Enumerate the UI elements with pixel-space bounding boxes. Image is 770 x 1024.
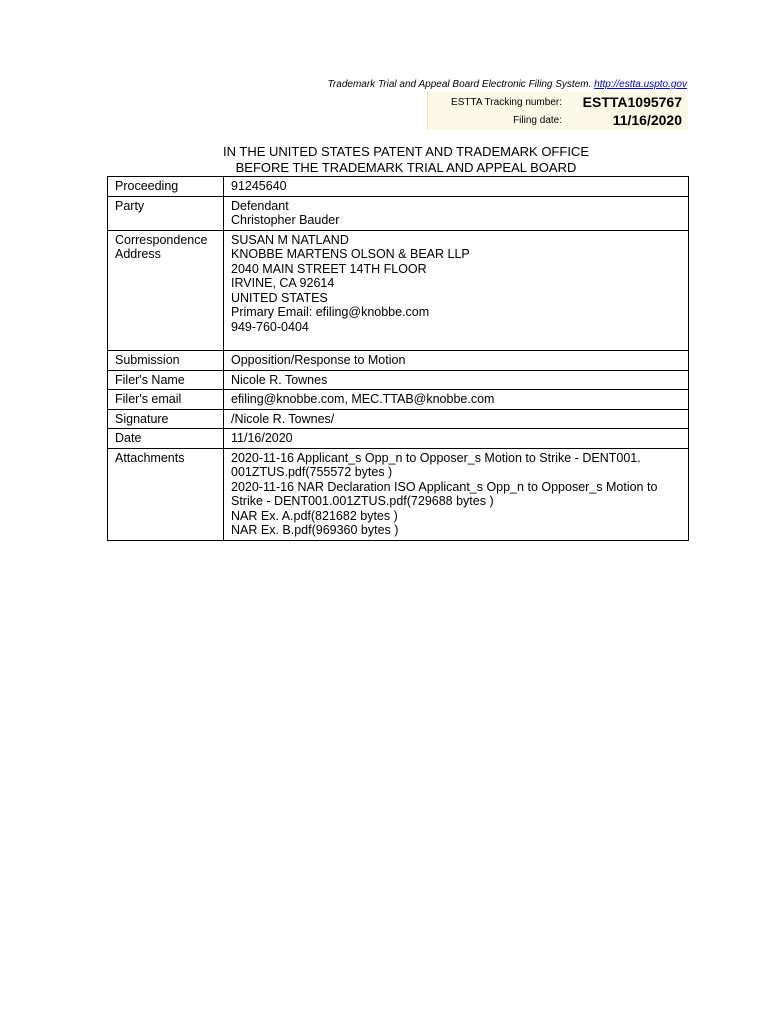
label-line: Signature [115,411,169,426]
row-value [224,230,689,351]
row-label [108,196,224,230]
tracking-number-row [428,94,688,112]
value-line: 11/16/2020 [231,431,293,445]
table-row-filer-name [108,370,689,390]
row-label [108,351,224,371]
table-row-party [108,196,689,230]
filing-system-text: Trademark Trial and Appeal Board Electronic Filing System. [327,79,592,90]
value-line: Christopher Bauder [231,213,340,227]
filing-date-value: 11/16/2020 [612,112,682,128]
value-line: NAR Ex. A.pdf(821682 bytes ) [231,508,398,523]
value-line: Nicole R. Townes [231,372,328,387]
label-line: Attachments [115,450,185,465]
value-line: 2020-11-16 NAR Declaration ISO Applicant_s Opp_n to Opposer_s Motion to [231,479,658,494]
row-value [224,448,689,540]
estta-link[interactable]: http://estta.uspto.gov [594,79,687,90]
row-label [108,370,224,390]
filing-details-table [107,176,689,541]
label-line: Correspondence [115,232,208,247]
value-line: 949-760-0404 [231,319,309,334]
value-line: 91245640 [231,179,287,193]
label-line: Filer's Name [115,372,185,387]
label-line: Date [115,431,142,445]
tracking-number-value: ESTTA1095767 [582,94,682,110]
table-row-attachments [108,448,689,540]
row-label [108,429,224,449]
row-value [224,429,689,449]
row-value [224,390,689,410]
title-line-2: BEFORE THE TRADEMARK TRIAL AND APPEAL BOARD [235,160,577,175]
value-line: 2040 MAIN STREET 14TH FLOOR [231,261,427,276]
row-value [224,196,689,230]
label-line: Filer's email [115,392,182,406]
value-line: Strike - DENT001.001ZTUS.pdf(729688 bytes ) [231,494,494,508]
label-line: Submission [115,353,180,367]
value-line: UNITED STATES [231,290,328,305]
value-line: efiling@knobbe.com, MEC.TTAB@knobbe.com [231,392,495,406]
row-value [224,177,689,197]
label-line: Party [115,198,145,213]
value-line: /Nicole R. Townes/ [231,411,335,426]
title-line-1: IN THE UNITED STATES PATENT AND TRADEMARK OFFICE [223,144,589,159]
value-line: 2020-11-16 Applicant_s Opp_n to Opposer_s Motion to Strike - DENT001. [231,450,641,465]
table-row-proceeding [108,177,689,197]
value-line: Opposition/Response to Motion [231,353,406,367]
table-row-date [108,429,689,449]
tracking-box [427,92,688,130]
document-title [200,144,612,176]
value-line: 001ZTUS.pdf(755572 bytes ) [231,465,393,479]
value-line: Primary Email: efiling@knobbe.com [231,305,430,319]
label-line: Proceeding [115,179,179,193]
value-line: Defendant [231,198,289,213]
row-label [108,230,224,351]
row-label [108,409,224,429]
filing-date-label: Filing date: [513,115,562,126]
row-label [108,390,224,410]
filing-system-header [300,79,687,90]
row-value [224,370,689,390]
value-line: SUSAN M NATLAND [231,232,349,247]
label-line: Address [115,247,161,261]
row-label [108,177,224,197]
table-row-correspondence [108,230,689,351]
filing-date-row [428,112,688,130]
value-line: IRVINE, CA 92614 [231,276,335,290]
row-value [224,409,689,429]
table-row-filer-email [108,390,689,410]
row-label [108,448,224,540]
tracking-number-label: ESTTA Tracking number: [451,97,562,108]
row-value [224,351,689,371]
value-line: KNOBBE MARTENS OLSON & BEAR LLP [231,247,470,261]
table-row-signature [108,409,689,429]
table-row-submission [108,351,689,371]
value-line: NAR Ex. B.pdf(969360 bytes ) [231,523,399,537]
